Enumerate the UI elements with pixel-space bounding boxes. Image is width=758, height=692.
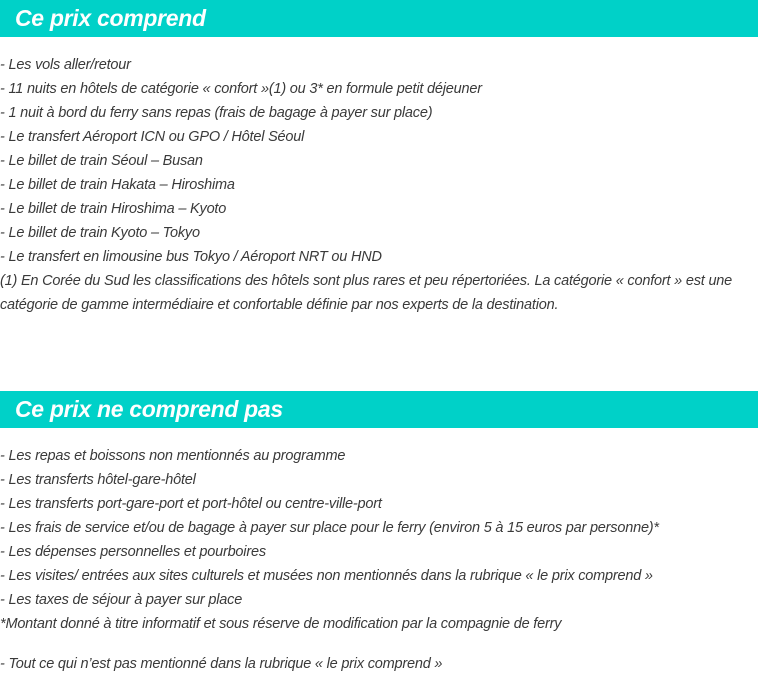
- list-item: - Les visites/ entrées aux sites culturels et musées non mentionnés dans la rubrique « le prix comprend »: [0, 568, 653, 584]
- list-item: - Le transfert en limousine bus Tokyo / Aéroport NRT ou HND: [0, 249, 382, 265]
- price-includes-header: [0, 0, 758, 37]
- price-excludes-section: [0, 391, 758, 676]
- list-item: - Les vols aller/retour: [0, 57, 131, 73]
- price-excludes-list: [0, 444, 758, 612]
- list-item: - Tout ce qui n’est pas mentionné dans la rubrique « le prix comprend »: [0, 656, 443, 672]
- list-item: - 1 nuit à bord du ferry sans repas (frais de bagage à payer sur place): [0, 105, 433, 121]
- hotel-classification-footnote: (1) En Corée du Sud les classifications des hôtels sont plus rares et peu répertoriées. La catégorie « confort » est une catégorie de gamme intermédiaire et confortable définie par nos experts de la destination.: [0, 273, 733, 313]
- price-excludes-header: [0, 391, 758, 428]
- list-item: - Le billet de train Séoul – Busan: [0, 153, 203, 169]
- price-excludes-title: Ce prix ne comprend pas: [15, 396, 283, 422]
- list-item: - Le billet de train Hiroshima – Kyoto: [0, 201, 227, 217]
- ferry-amount-footnote: *Montant donné à titre informatif et sous réserve de modification par la compagnie de ferry: [0, 616, 562, 632]
- list-item: - Les repas et boissons non mentionnés au programme: [0, 448, 346, 464]
- list-item: - 11 nuits en hôtels de catégorie « confort »(1) ou 3* en formule petit déjeuner: [0, 81, 482, 97]
- list-item: - Le transfert Aéroport ICN ou GPO / Hôtel Séoul: [0, 129, 305, 145]
- price-includes-list: [0, 53, 758, 269]
- list-item: - Les taxes de séjour à payer sur place: [0, 592, 243, 608]
- list-item: - Les dépenses personnelles et pourboires: [0, 544, 266, 560]
- list-item: - Le billet de train Hakata – Hiroshima: [0, 177, 235, 193]
- price-includes-title: Ce prix comprend: [15, 5, 206, 31]
- spacer: [0, 636, 758, 652]
- list-item: - Les transferts hôtel-gare-hôtel: [0, 472, 196, 488]
- list-item: - Le billet de train Kyoto – Tokyo: [0, 225, 200, 241]
- price-includes-section: [0, 0, 758, 317]
- list-item: - Les frais de service et/ou de bagage à payer sur place pour le ferry (environ 5 à 15 euros par personne)*: [0, 520, 659, 536]
- list-item: - Les transferts port-gare-port et port-hôtel ou centre-ville-port: [0, 496, 382, 512]
